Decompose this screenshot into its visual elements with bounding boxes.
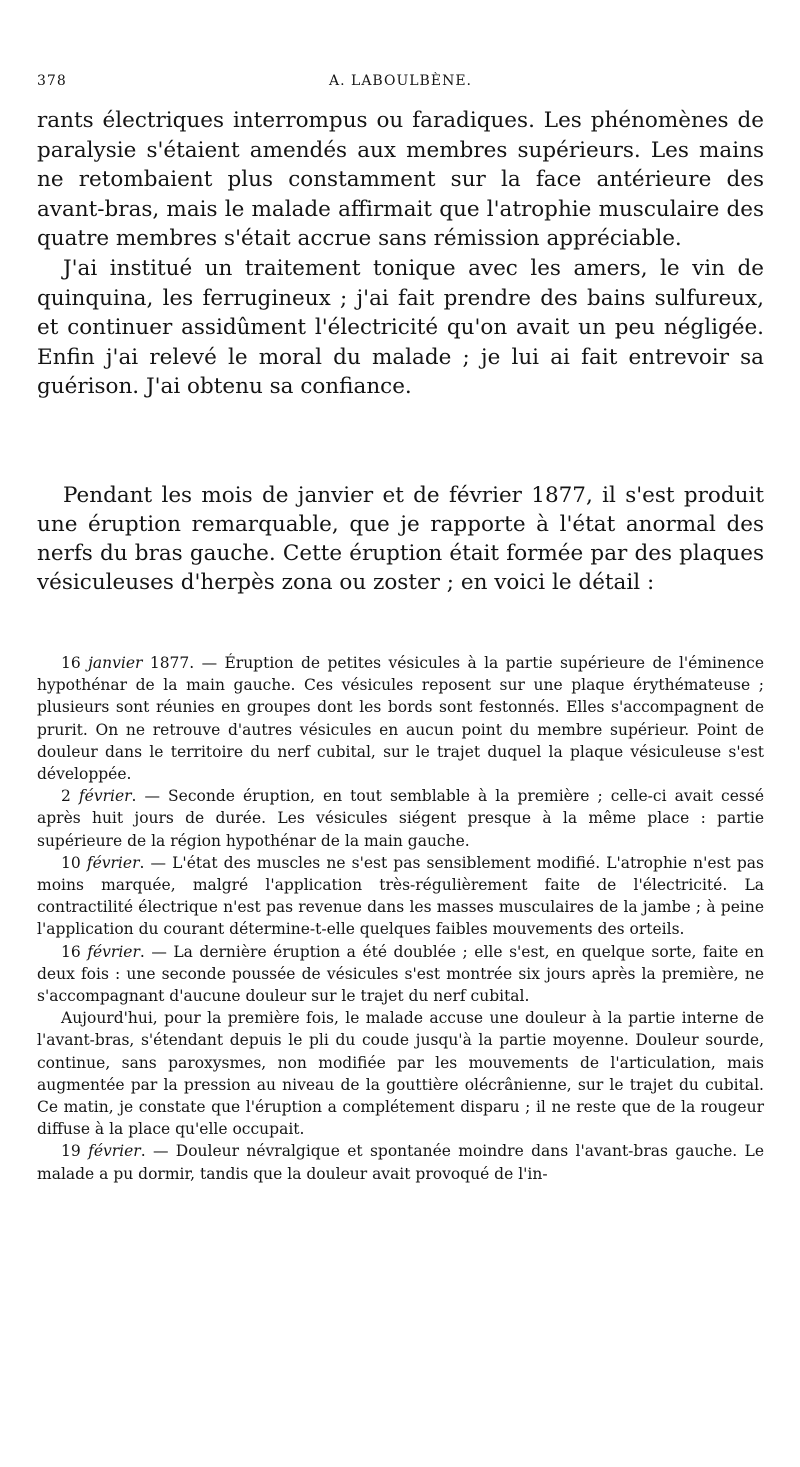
entry-month: février [88,1142,141,1161]
entry-day: 10 [61,853,81,872]
eruption-intro-block [37,481,764,597]
entry-day: 16 [61,942,81,961]
paragraph-continuation: rants électriques interrompus ou faradiques. Les phénomènes de paralysie s'étaient amendés aux membres supérieurs. Les mains ne retombaient plus constamment sur la face antérieure des avant-bras, mais le malade affirmait que l'atrophie musculaire des quatre membres s'était accrue sans rémission appréciable. [37,108,764,252]
entry-month: janvier [88,654,143,672]
case-entry [37,941,764,1008]
entry-day: 2 [61,787,71,806]
entry-text: . — Douleur névralgique et spontanée moindre dans l'avant-bras gauche. Le malade a pu dormir, tandis que la douleur avait provoqué de l'in- [37,1142,764,1183]
entry-month: février [87,942,140,961]
entry-day: 19 [61,1142,81,1161]
case-entry [37,852,764,941]
paragraph-treatment: J'ai institué un traitement tonique avec les amers, le vin de quinquina, les ferrugineux ; j'ai fait prendre des bains sulfureux, et continuer assidûment l'électricité qu'on avait un peu négligée. Enfin j'ai relevé le moral du malade ; je lui ai fait entrevoir sa guérison. J'ai obtenu sa confiance. [37,255,764,400]
case-entry [37,1140,764,1184]
entry-text: . — La dernière éruption a été doublée ; elle s'est, en quelque sorte, faite en deux fois : une seconde poussée de vésicules s'est montrée six jours après la première, ne s'accompagnant d'aucune douleur sur le trajet du nerf cubital. [37,942,764,1006]
page-number: 378 [37,73,67,89]
case-entry [37,785,764,852]
running-header [37,73,764,95]
entry-month: février [78,787,132,806]
main-text-block [37,106,764,402]
entry-text: 1877. — Éruption de petites vésicules à la partie supérieure de l'éminence hypothénar de la main gauche. Ces vésicules reposent sur une plaque érythémateuse ; plusieurs sont réunies en groupes dont les bords sont festonnés. Elles s'accompagnent de prurit. On ne retrouve d'autres vésicules en aucun point du membre supérieur. Point de douleur dans le territoire du nerf cubital, sur le trajet duquel la plaque vésiculeuse s'est développée. [37,654,764,784]
entry-day: 16 [61,654,81,672]
header-author: A. LABOULBÈNE. [329,73,472,89]
entry-month: février [86,853,140,872]
paragraph-aujourdhui: Aujourd'hui, pour la première fois, le malade accuse une douleur à la partie interne de l'avant-bras, s'étendant depuis le pli du coude jusqu'à la partie moyenne. Douleur sourde, continue, sans paroxysmes, non modifiée par les mouvements de l'articulation, mais augmentée par la pression au niveau de la gouttière olécrânienne, sur le trajet du cubital. Ce matin, je constate que l'éruption a complétement disparu ; il ne reste que de la rougeur diffuse à la place qu'elle occupait. [37,1009,764,1139]
entry-text: . — L'état des muscles ne s'est pas sensiblement modifié. L'atrophie n'est pas moins marquée, malgré l'application très-régulièrement faite de l'électricité. La contractilité électrique n'est pas revenue dans les masses musculaires de la jambe ; à peine l'application du courant détermine-t-elle quelques faibles mouvements des orteils. [37,853,764,939]
case-notes-block [37,652,764,1185]
case-entry [37,652,764,785]
entry-text: . — Seconde éruption, en tout semblable à la première ; celle-ci avait cessé après huit jours de durée. Les vésicules siégent presque à la même place : partie supérieure de la région hypothénar de la main gauche. [37,787,764,850]
paragraph-eruption-intro: Pendant les mois de janvier et de février 1877, il s'est produit une éruption remarquable, que je rapporte à l'état anormal des nerfs du bras gauche. Cette éruption était formée par des plaques vésiculeuses d'herpès zona ou zoster ; en voici le détail : [37,483,764,595]
